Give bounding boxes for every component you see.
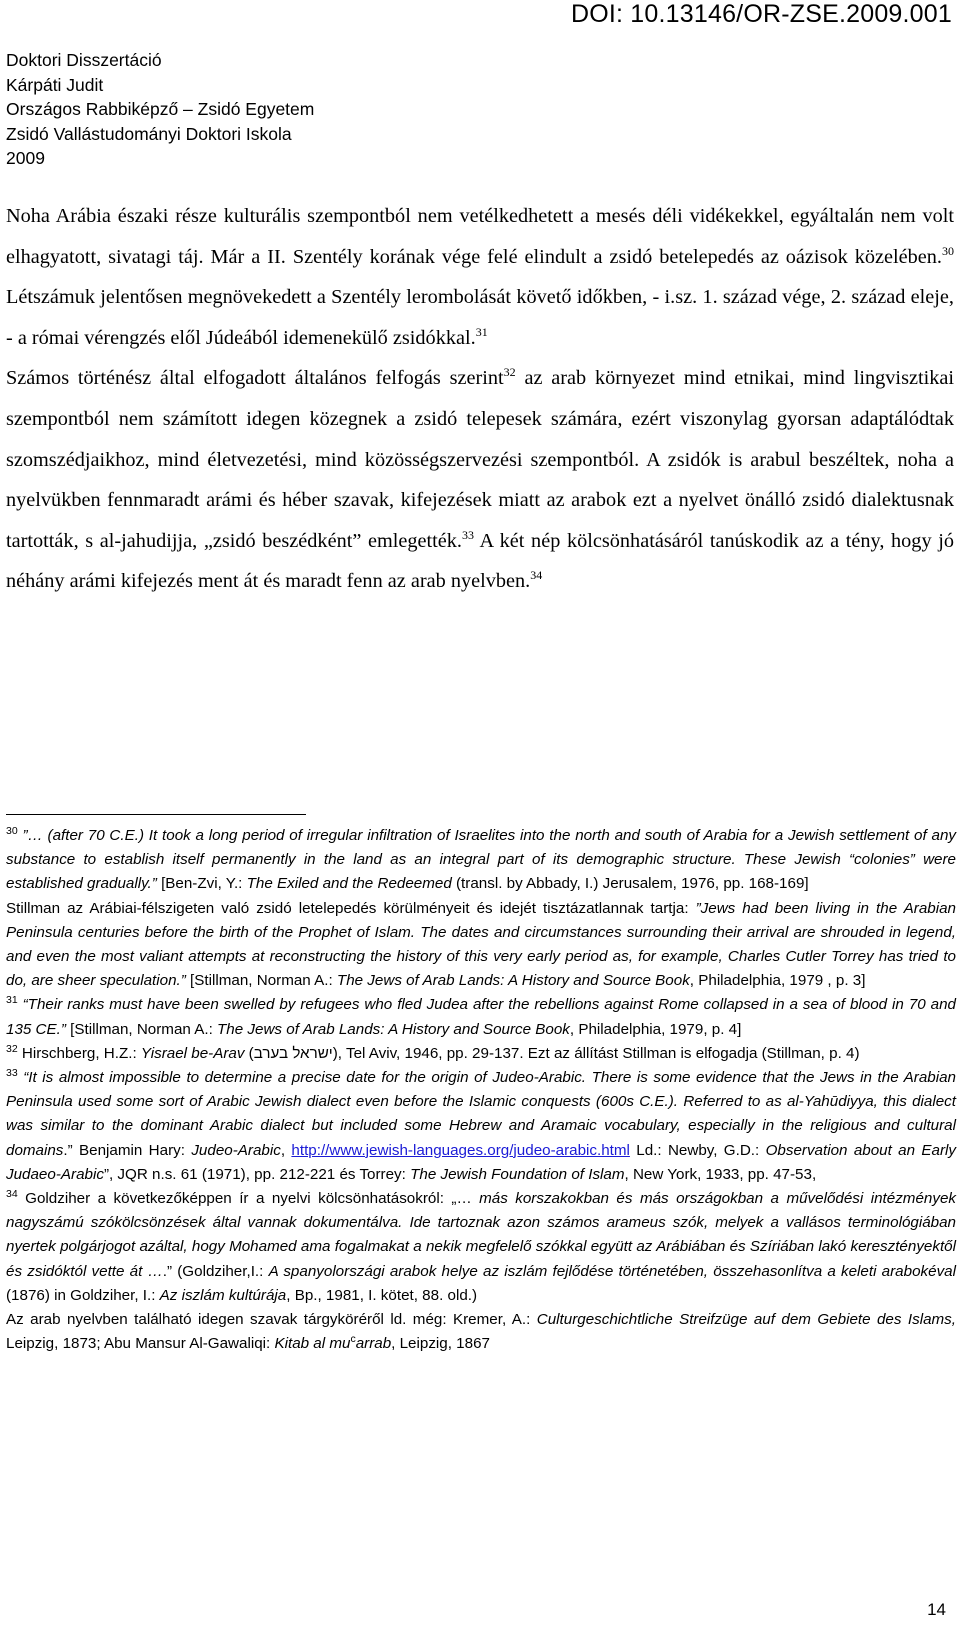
body-text-run: Létszámuk jelentősen megnövekedett a Szentély lerombolását követő időkben, - i.sz. 1. század vége, 2. század eleje, - a római vérengzés elől Júdeából idemenekülő zsidókkal. xyxy=(6,286,954,349)
footnote-text: Ld.: Newby, G.D.: xyxy=(629,1141,766,1159)
footnote-title: Az iszlám kultúrája xyxy=(159,1286,287,1304)
footnote-ref-30[interactable]: 30 xyxy=(942,243,954,258)
footnote-ref-34[interactable]: 34 xyxy=(530,568,543,583)
header-line-year: 2009 xyxy=(6,148,45,169)
footnote-text: , Bp., 1981, I. kötet, 88. old.) xyxy=(286,1286,478,1304)
body-text-run: A két nép kölcsönhatásáról tanúskodik az a tény, hogy jó néhány arámi kifejezés ment át és maradt fenn az arab nyelvben. xyxy=(6,529,954,593)
footnote-text: Az arab nyelvben található idegen szavak tárgyköréről ld. még: Kremer, A.: xyxy=(6,1311,537,1329)
footnote-32 xyxy=(6,1042,956,1066)
footnote-text: Stillman az Arábiai-félszigeten való zsidó letelepedés körülményeit és idejét tisztázatlannak tartja: xyxy=(6,899,696,917)
footnote-text: [Ben-Zvi, Y.: xyxy=(156,875,247,893)
footnote-30 xyxy=(6,824,956,897)
footnote-text: .” Benjamin Hary: xyxy=(63,1141,192,1159)
footnote-ref-33[interactable]: 33 xyxy=(462,527,475,542)
footnote-quote: “It is almost impossible to determine a precise date for the origin of Judeo-Arabic. There is some evidence that the Jews in the Arabian Peninsula used some sort of Arabic Jewish dialect even before the Islamic conquests (600s C.E.). Referred to as al-Yahūdiyya, this dialect was similar to the dominant Arabic dialect but included some Hebrew and Aramaic vocabulary, especially in the religious and cultural domains xyxy=(6,1069,956,1159)
footnote-title: Kitab al mu xyxy=(274,1335,351,1353)
body-text-run: az arab környezet mind etnikai, mind lingvisztikai szempontból nem számított idegen közegnek a zsidó telepesek számára, ezért viszonylag gyorsan adaptálódtak szomszédjaikhoz, mind életvezetési, mind közösségszervezési szempontból. A zsidók is arabul beszéltek, noha a nyelvükben fennmaradt arámi és héber szavak, kifejezések miatt az arabok ezt a nyelvet önálló zsidó dialektusnak tartották, s al-jahudijja, „zsidó beszédként” emlegették. xyxy=(6,367,955,552)
footnote-text: (1876) in Goldziher, I.: xyxy=(6,1286,160,1304)
footnote-31 xyxy=(6,993,956,1041)
footnote-quote: “Their ranks must have been swelled by refugees who fled Judea after the rebellions against Rome collapsed in a sea of blood in 70 and 135 CE.” xyxy=(6,996,956,1038)
document-header xyxy=(6,48,314,171)
footnote-34-continued xyxy=(6,1308,956,1356)
footnote-number: 31 xyxy=(6,994,18,1007)
footnote-quote: más korszakokban és más országokban a művelődési intézmények nagyszámú szókölcsönzések által vannak dokumentálva. Ide tartoznak azon számos arameus szók, melyek a vallásos terminológiában nyertek polgárjogot azáltal, hogy Mohamed ama fogalmakat a nekik megfelelő szókkal együtt az Arábiában és Szíriában lakó keresztényektől és zsidóktól vette át … xyxy=(6,1190,956,1280)
footnote-separator xyxy=(6,814,306,815)
footnote-text: , Philadelphia, 1979 , p. 3] xyxy=(689,972,866,990)
body-paragraph-2 xyxy=(6,358,954,602)
header-line-author: Kárpáti Judit xyxy=(6,74,104,95)
header-line-school: Zsidó Vallástudományi Doktori Iskola xyxy=(6,123,292,144)
footnote-title: Yisrael be-Arav xyxy=(140,1044,245,1062)
footnote-title: Observation about an Early Judaeo-Arabic xyxy=(6,1141,957,1183)
footnote-text: ”, JQR n.s. 61 (1971), pp. 212-221 és Torrey: xyxy=(103,1165,411,1183)
footnote-number: 30 xyxy=(6,824,18,837)
footnote-text: , Philadelphia, 1979, p. 4] xyxy=(569,1020,742,1038)
footnote-33 xyxy=(6,1066,956,1187)
footnote-title: Judeo-Arabic xyxy=(191,1141,281,1159)
footnote-text: .” (Goldziher,I.: xyxy=(162,1262,269,1280)
footnotes-section xyxy=(6,824,956,1356)
footnote-34 xyxy=(6,1187,956,1308)
footnote-number: 32 xyxy=(6,1042,18,1055)
footnote-text: , Leipzig, 1867 xyxy=(391,1335,490,1353)
footnote-ref-32[interactable]: 32 xyxy=(503,365,516,380)
header-line-dissertation: Doktori Disszertáció xyxy=(6,50,162,70)
footnote-title: The Jews of Arab Lands: A History and Source Book xyxy=(336,972,690,990)
footnote-title: A spanyolországi arabok helye az iszlám fejlődése történetében, összehasonlítva a keleti arabokéval xyxy=(268,1262,956,1280)
header-line-institution: Országos Rabbiképző – Zsidó Egyetem xyxy=(6,99,315,120)
footnote-text: (transl. by Abbady, I.) Jerusalem, 1976, pp. 168-169] xyxy=(451,875,809,893)
footnote-text: Leipzig, 1873; Abu Mansur Al-Gawaliqi: xyxy=(6,1335,275,1353)
footnote-title: The Jewish Foundation of Islam xyxy=(410,1165,625,1183)
footnote-ref-31[interactable]: 31 xyxy=(475,325,488,340)
footnote-title: The Jews of Arab Lands: A History and Source Book xyxy=(217,1020,570,1038)
doi-stamp: DOI: 10.13146/OR-ZSE.2009.001 xyxy=(570,0,952,28)
body-paragraph-1 xyxy=(6,196,954,358)
footnote-30-continued xyxy=(6,897,956,994)
footnote-quote: ”… (after 70 C.E.) It took a long period of irregular infiltration of Israelites into the north and south of Arabia for a Jewish settlement of any substance to establish itself permanently in the land as an integral part of its demographic structure. These Jewish “colonies” were established gradually.” xyxy=(6,827,956,893)
footnote-text: (ישראל בערב), Tel Aviv, 1946, pp. 29-137. Ezt az állítást Stillman is elfogadja (Stillman, p. 4) xyxy=(244,1044,860,1062)
superscript-c: c xyxy=(350,1333,356,1346)
footnote-text: [Stillman, Norman A.: xyxy=(185,972,337,990)
body-text-run: Számos történész által elfogadott általános felfogás szerint xyxy=(6,367,504,390)
footnote-title: Culturgeschichtliche Streifzüge auf dem Gebiete des Islams, xyxy=(536,1311,956,1329)
main-body-text xyxy=(6,196,954,602)
footnote-text: , xyxy=(280,1141,292,1159)
footnote-text: [Stillman, Norman A.: xyxy=(65,1020,218,1038)
footnote-quote: ”Jews had been living in the Arabian Peninsula centuries before the birth of the Prophet of Islam. The dates and circumstances surrounding their arrival are shrouded in legend, and even the most valiant attempts at reconstructing the history of this very early period as, for example, Charles Cutler Torrey has tried to do, are sheer speculation.” xyxy=(6,899,956,990)
footnote-title: arrab xyxy=(355,1335,392,1353)
footnote-text: Hirschberg, H.Z.: xyxy=(17,1044,141,1062)
page-number: 14 xyxy=(927,1600,946,1619)
footnote-number: 34 xyxy=(6,1187,18,1200)
footnote-text: , New York, 1933, pp. 47-53, xyxy=(624,1165,817,1183)
body-text-run: Noha Arábia északi része kulturális szempontból nem vetélkedhetett a mesés déli vidékekkel, egyáltalán nem volt elhagyatott, sivatagi táj. Már a II. Szentély korának vége felé elindult a zsidó betelepedés az oázisok közelében. xyxy=(6,205,954,268)
footnote-number: 33 xyxy=(6,1066,18,1079)
footnote-title: The Exiled and the Redeemed xyxy=(246,875,452,893)
judeo-arabic-link[interactable]: http://www.jewish-languages.org/judeo-arabic.html xyxy=(291,1141,630,1159)
footnote-text: Goldziher a következőképpen ír a nyelvi kölcsönhatásokról: „… xyxy=(17,1190,480,1208)
